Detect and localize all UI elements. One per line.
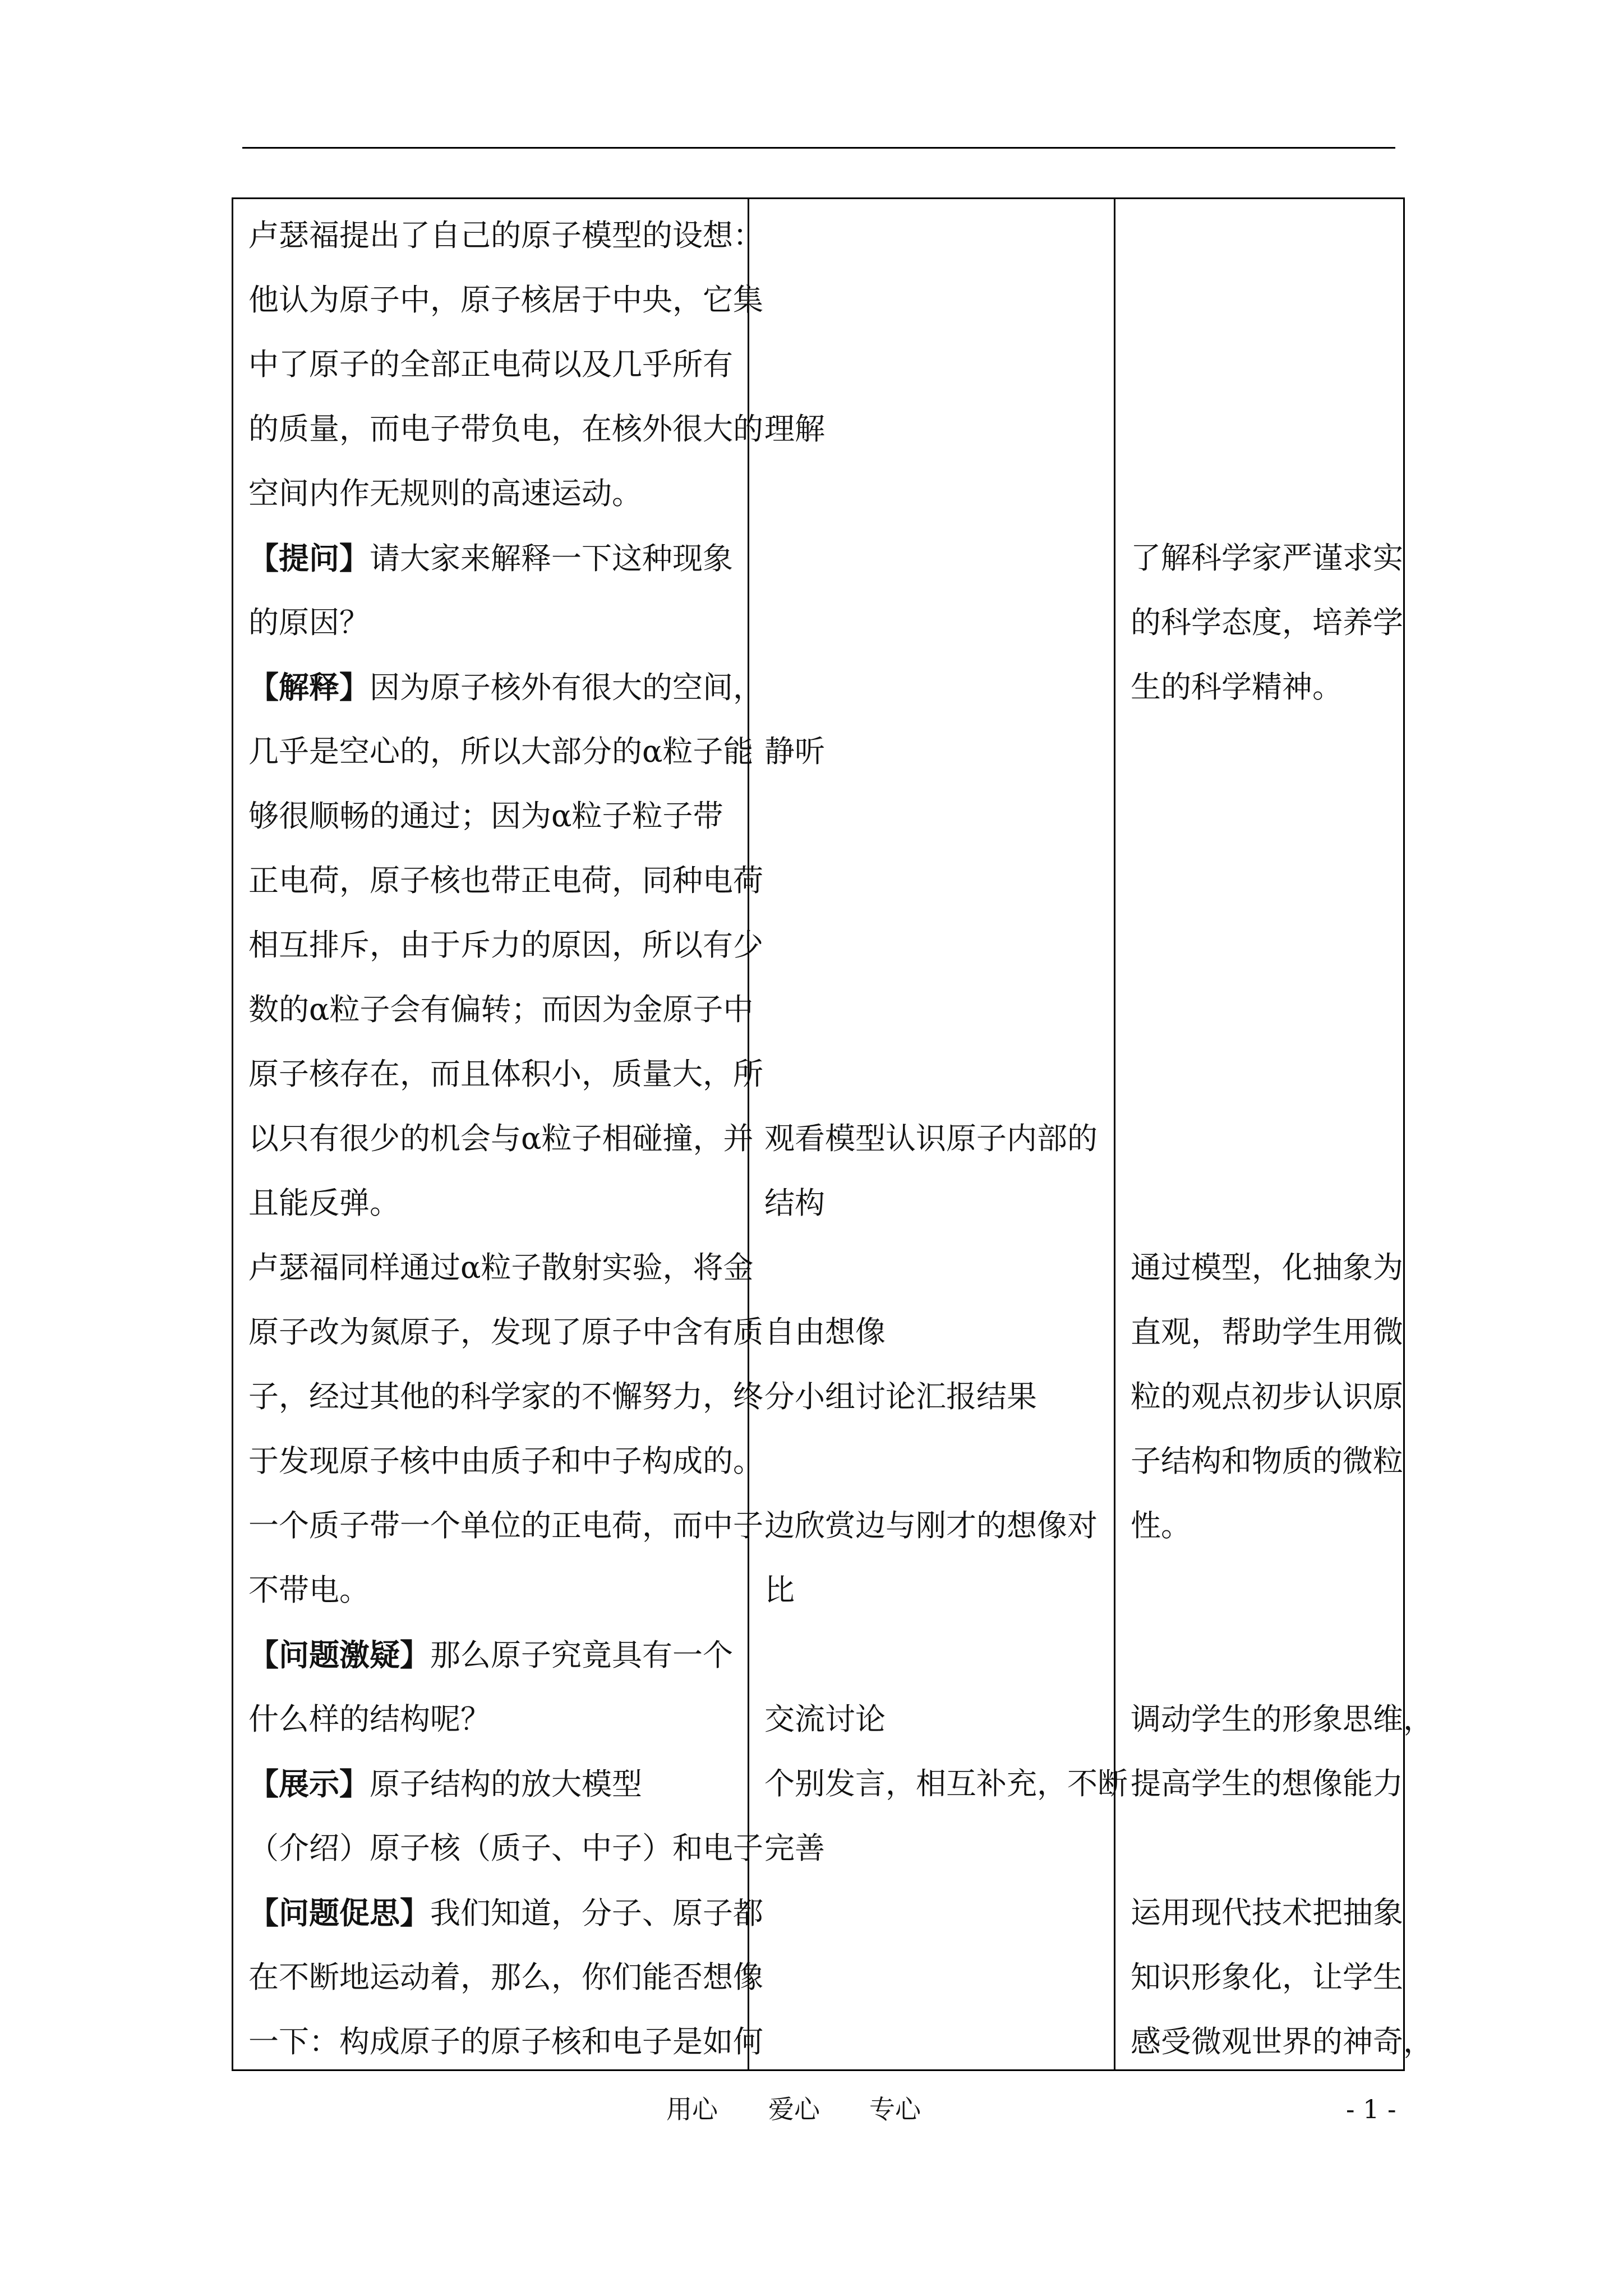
text-line: 且能反弹。 bbox=[248, 1185, 400, 1221]
text-line: 不带电。 bbox=[248, 1572, 370, 1608]
column-design-intent bbox=[1115, 199, 1433, 2069]
column-teacher-activity bbox=[233, 199, 763, 2069]
text-line: 分小组讨论汇报结果 bbox=[764, 1379, 1037, 1414]
text-line: 原子核存在，而且体积小，质量大，所 bbox=[248, 1056, 763, 1092]
text-line: 完善 bbox=[764, 1830, 825, 1866]
text-line: 一下：构成原子的原子核和电子是如何 bbox=[248, 2024, 763, 2059]
text-line: 的原因？ bbox=[248, 605, 370, 640]
text-line: 调动学生的形象思维， bbox=[1131, 1701, 1433, 1737]
header-rule bbox=[242, 147, 1395, 149]
section-marker: 【提问】 bbox=[248, 540, 370, 576]
footer-motto-2: 爱心 bbox=[768, 2094, 820, 2124]
text-line: 【解释】因为原子核外有很大的空间， bbox=[248, 669, 763, 705]
section-marker: 【问题促思】 bbox=[248, 1895, 430, 1931]
text-line: 他认为原子中，原子核居于中央，它集 bbox=[248, 282, 763, 318]
text-line: 子结构和物质的微粒 bbox=[1131, 1443, 1403, 1479]
text-line: 数的α粒子会有偏转；而因为金原子中 bbox=[248, 992, 754, 1027]
section-marker: 【问题激疑】 bbox=[248, 1637, 430, 1673]
text-line: 通过模型，化抽象为 bbox=[1131, 1250, 1403, 1285]
text-line: 知识形象化，让学生 bbox=[1131, 1959, 1403, 1995]
text-line: 个别发言，相互补充，不断 bbox=[764, 1766, 1128, 1801]
text-line: 了解科学家严谨求实 bbox=[1131, 540, 1403, 576]
text-line: 正电荷，原子核也带正电荷，同种电荷 bbox=[248, 863, 763, 898]
text-line: 粒的观点初步认识原 bbox=[1131, 1379, 1403, 1414]
text-line: 边欣赏边与刚才的想像对 bbox=[764, 1508, 1098, 1543]
text-line: 一个质子带一个单位的正电荷，而中子 bbox=[248, 1508, 763, 1543]
text-line: 静听 bbox=[764, 734, 825, 769]
text-line: 在不断地运动着，那么，你们能否想像 bbox=[248, 1959, 763, 1995]
text-line: 【问题激疑】那么原子究竟具有一个 bbox=[248, 1637, 733, 1673]
text-line: 【展示】原子结构的放大模型 bbox=[248, 1766, 642, 1802]
text-line: 够很顺畅的通过；因为α粒子粒子带 bbox=[248, 798, 723, 834]
page-number: - 1 - bbox=[1346, 2094, 1396, 2124]
text-line: 结构 bbox=[764, 1185, 825, 1221]
text-line: 感受微观世界的神奇， bbox=[1131, 2024, 1433, 2059]
text-line: 提高学生的想像能力 bbox=[1131, 1766, 1403, 1801]
column-student-activity bbox=[749, 199, 1128, 2069]
text-line: 比 bbox=[764, 1572, 795, 1608]
text-line: 运用现代技术把抽象 bbox=[1131, 1895, 1403, 1930]
text-line: 生的科学精神。 bbox=[1131, 669, 1343, 705]
text-line: 观看模型认识原子内部的 bbox=[764, 1121, 1098, 1156]
text-line: 几乎是空心的，所以大部分的α粒子能 bbox=[248, 734, 754, 769]
text-line: 【提问】请大家来解释一下这种现象 bbox=[248, 540, 733, 576]
text-line: 理解 bbox=[764, 411, 825, 447]
text-line: 卢瑟福提出了自己的原子模型的设想： bbox=[248, 218, 763, 253]
text-line: 于发现原子核中由质子和中子构成的。 bbox=[248, 1443, 763, 1479]
text-line: 交流讨论 bbox=[764, 1701, 886, 1737]
text-line: 以只有很少的机会与α粒子相碰撞，并 bbox=[248, 1121, 754, 1156]
section-marker: 【展示】 bbox=[248, 1766, 370, 1802]
footer-motto-3: 专心 bbox=[869, 2094, 921, 2124]
text-line: （介绍）原子核（质子、中子）和电子 bbox=[248, 1830, 763, 1866]
lesson-table bbox=[232, 197, 1433, 2071]
text-line: 直观，帮助学生用微 bbox=[1131, 1314, 1403, 1350]
text-line: 卢瑟福同样通过α粒子散射实验，将金 bbox=[248, 1250, 754, 1285]
text-line: 的质量，而电子带负电，在核外很大的 bbox=[248, 411, 763, 447]
text-line: 性。 bbox=[1131, 1508, 1191, 1543]
text-line: 的科学态度，培养学 bbox=[1131, 605, 1403, 640]
text-line: 相互排斥，由于斥力的原因，所以有少 bbox=[248, 927, 763, 963]
text-line: 【问题促思】我们知道，分子、原子都 bbox=[248, 1895, 763, 1931]
footer-motto-1: 用心 bbox=[666, 2094, 718, 2124]
text-line: 原子改为氮原子，发现了原子中含有质 bbox=[248, 1314, 763, 1350]
text-line: 空间内作无规则的高速运动。 bbox=[248, 476, 642, 511]
text-line: 中了原子的全部正电荷以及几乎所有 bbox=[248, 347, 733, 382]
section-marker: 【解释】 bbox=[248, 669, 370, 705]
text-line: 子，经过其他的科学家的不懈努力，终 bbox=[248, 1379, 763, 1414]
text-line: 什么样的结构呢？ bbox=[248, 1701, 491, 1737]
text-line: 自由想像 bbox=[764, 1314, 886, 1350]
